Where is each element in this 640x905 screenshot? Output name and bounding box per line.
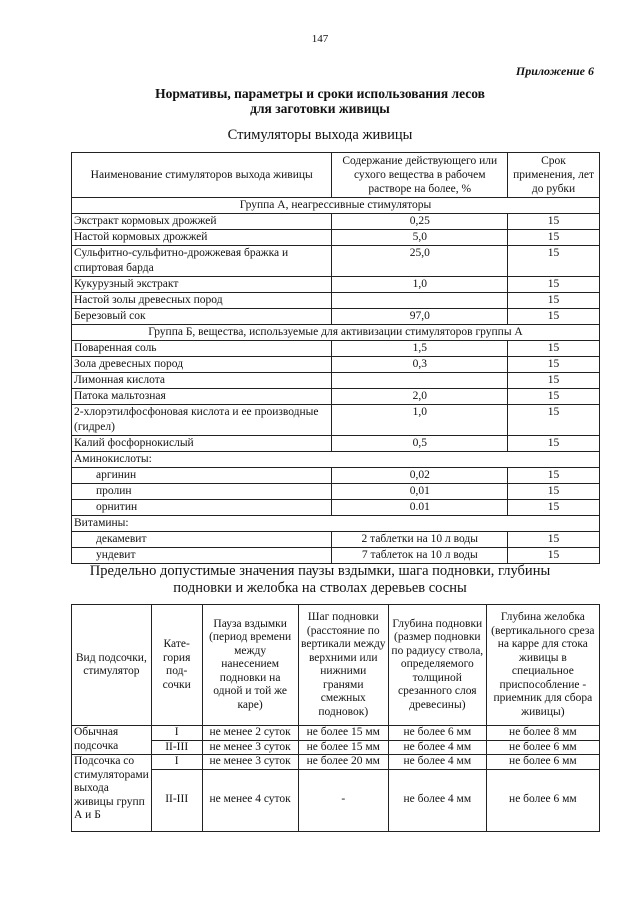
content-cell: 0,5: [332, 436, 508, 452]
stimulator-name-cell: Настой кормовых дрожжей: [72, 230, 332, 246]
term-cell: 15: [508, 532, 600, 548]
term-cell: 15: [508, 246, 600, 277]
header-step: Шаг подновки (расстояние по вертикали между верхними или нижними гранями смежных подновок): [298, 605, 388, 726]
stimulators-table: [71, 152, 600, 564]
content-cell: 7 таблеток на 10 л воды: [332, 548, 508, 564]
term-cell: 15: [508, 230, 600, 246]
table-row: [72, 373, 600, 389]
stimulator-name-cell: Лимонная кислота: [72, 373, 332, 389]
stimulator-name-cell: пролин: [72, 484, 332, 500]
groove-cell: не более 6 мм: [486, 740, 599, 755]
subgroup-label: Аминокислоты:: [72, 452, 600, 468]
depth-cell: не более 4 мм: [388, 740, 486, 755]
table-row: [72, 405, 600, 436]
table-header-row: [72, 605, 600, 726]
stimulator-name-cell: аргинин: [72, 468, 332, 484]
table-row: [72, 309, 600, 325]
term-cell: 15: [508, 214, 600, 230]
term-cell: 15: [508, 468, 600, 484]
table-row: [72, 246, 600, 277]
stimulator-name-cell: Сульфитно-сульфитно-дрожжевая бражка и спиртовая барда: [72, 246, 332, 277]
content-cell: 0,02: [332, 468, 508, 484]
table-row: [72, 468, 600, 484]
document-title: [0, 86, 640, 116]
table-row: [72, 484, 600, 500]
header-term: Срок применения, лет до рубки: [508, 153, 600, 198]
section2-title-line-2: подновки и желобка на стволах деревьев сосны: [173, 580, 467, 596]
term-cell: 15: [508, 548, 600, 564]
stimulator-name-cell: Кукурузный экстракт: [72, 277, 332, 293]
stimulator-name-cell: Березовый сок: [72, 309, 332, 325]
step-cell: не более 20 мм: [298, 755, 388, 770]
term-cell: 15: [508, 341, 600, 357]
stimulator-name-cell: орнитин: [72, 500, 332, 516]
term-cell: 15: [508, 309, 600, 325]
stimulator-name-cell: Калий фосфорнокислый: [72, 436, 332, 452]
table-row: [72, 293, 600, 309]
content-cell: 2 таблетки на 10 л воды: [332, 532, 508, 548]
category-cell: I: [151, 755, 202, 770]
step-cell: не более 15 мм: [298, 740, 388, 755]
category-cell: I: [151, 726, 202, 741]
content-cell: 97,0: [332, 309, 508, 325]
stimulator-name-cell: 2-хлорэтилфосфоновая кислота и ее производные (гидрел): [72, 405, 332, 436]
content-cell: 0,01: [332, 484, 508, 500]
table-row: [72, 769, 600, 831]
section2-title-line-1: Предельно допустимые значения паузы вздымки, шага подновки, глубины: [89, 563, 551, 579]
table-row: [72, 740, 600, 755]
table-row: [72, 357, 600, 373]
content-cell: 5,0: [332, 230, 508, 246]
stimulator-name-cell: ундевит: [72, 548, 332, 564]
pause-cell: не менее 4 суток: [202, 769, 298, 831]
groove-cell: не более 6 мм: [486, 769, 599, 831]
term-cell: 15: [508, 405, 600, 436]
stimulator-name-cell: Экстракт кормовых дрожжей: [72, 214, 332, 230]
subgroup-row: [72, 516, 600, 532]
header-tapping-type: Вид подсочки, стимулятор: [72, 605, 152, 726]
content-cell: 2,0: [332, 389, 508, 405]
stimulator-name-cell: Настой золы древесных пород: [72, 293, 332, 309]
page-number: 147: [311, 33, 329, 45]
title-line-1: Нормативы, параметры и сроки использования лесов: [155, 86, 485, 101]
content-cell: 1,0: [332, 277, 508, 293]
section2-title: [0, 563, 640, 597]
table-row: [72, 436, 600, 452]
group-label: Группа А, неагрессивные стимуляторы: [72, 198, 600, 214]
table-row: [72, 755, 600, 770]
table-row: [72, 389, 600, 405]
content-cell: 0.01: [332, 500, 508, 516]
header-groove: Глубина желобка (вертикального среза на карре для стока живицы в специальное приспособление - приемник для сбора живицы): [486, 605, 599, 726]
table-row: [72, 548, 600, 564]
header-category: Кате-гория под-сочки: [151, 605, 202, 726]
content-cell: 1,5: [332, 341, 508, 357]
table-row: [72, 500, 600, 516]
table-row: [72, 277, 600, 293]
term-cell: 15: [508, 357, 600, 373]
group-label: Группа Б, вещества, используемые для активизации стимуляторов группы А: [72, 325, 600, 341]
step-cell: -: [298, 769, 388, 831]
term-cell: 15: [508, 389, 600, 405]
header-content: Содержание действующего или сухого вещества в рабочем растворе на более, %: [332, 153, 508, 198]
step-cell: не более 15 мм: [298, 726, 388, 741]
section1-title: Стимуляторы выхода живицы: [227, 127, 413, 143]
content-cell: 0,3: [332, 357, 508, 373]
stimulator-name-cell: Зола древесных пород: [72, 357, 332, 373]
appendix-label: Приложение 6: [515, 64, 594, 78]
group-row: [72, 325, 600, 341]
table-header-row: [72, 153, 600, 198]
pause-cell: не менее 2 суток: [202, 726, 298, 741]
subgroup-row: [72, 452, 600, 468]
pause-cell: не менее 3 суток: [202, 755, 298, 770]
term-cell: 15: [508, 277, 600, 293]
term-cell: 15: [508, 436, 600, 452]
stimulator-name-cell: Поваренная соль: [72, 341, 332, 357]
table-row: [72, 214, 600, 230]
term-cell: 15: [508, 293, 600, 309]
content-cell: 0,25: [332, 214, 508, 230]
depth-cell: не более 4 мм: [388, 755, 486, 770]
stimulator-name-cell: декамевит: [72, 532, 332, 548]
tapping-type-stimulated: Подсочка со стимуляторами выхода живицы групп А и Б: [72, 755, 152, 832]
header-stimulator-name: Наименование стимуляторов выхода живицы: [72, 153, 332, 198]
tapping-parameters-table: [71, 604, 600, 832]
group-row: [72, 198, 600, 214]
category-cell: II-III: [151, 740, 202, 755]
term-cell: 15: [508, 484, 600, 500]
stimulator-name-cell: Патока мальтозная: [72, 389, 332, 405]
content-cell: 1,0: [332, 405, 508, 436]
term-cell: 15: [508, 373, 600, 389]
content-cell: [332, 373, 508, 389]
subgroup-label: Витамины:: [72, 516, 600, 532]
depth-cell: не более 4 мм: [388, 769, 486, 831]
content-cell: [332, 293, 508, 309]
depth-cell: не более 6 мм: [388, 726, 486, 741]
title-line-2: для заготовки живицы: [250, 101, 390, 116]
term-cell: 15: [508, 500, 600, 516]
table-row: [72, 532, 600, 548]
table-row: [72, 341, 600, 357]
table-row: [72, 726, 600, 741]
category-cell: II-III: [151, 769, 202, 831]
groove-cell: не более 8 мм: [486, 726, 599, 741]
header-depth: Глубина подновки (размер подновки по радиусу ствола, определяемого толщиной срезанного слоя древесины): [388, 605, 486, 726]
table-row: [72, 230, 600, 246]
content-cell: 25,0: [332, 246, 508, 277]
groove-cell: не более 6 мм: [486, 755, 599, 770]
pause-cell: не менее 3 суток: [202, 740, 298, 755]
tapping-type-ordinary: Обычная подсочка: [72, 726, 152, 755]
header-pause: Пауза вздымки (период времени между нанесением подновки на одной и той же каре): [202, 605, 298, 726]
